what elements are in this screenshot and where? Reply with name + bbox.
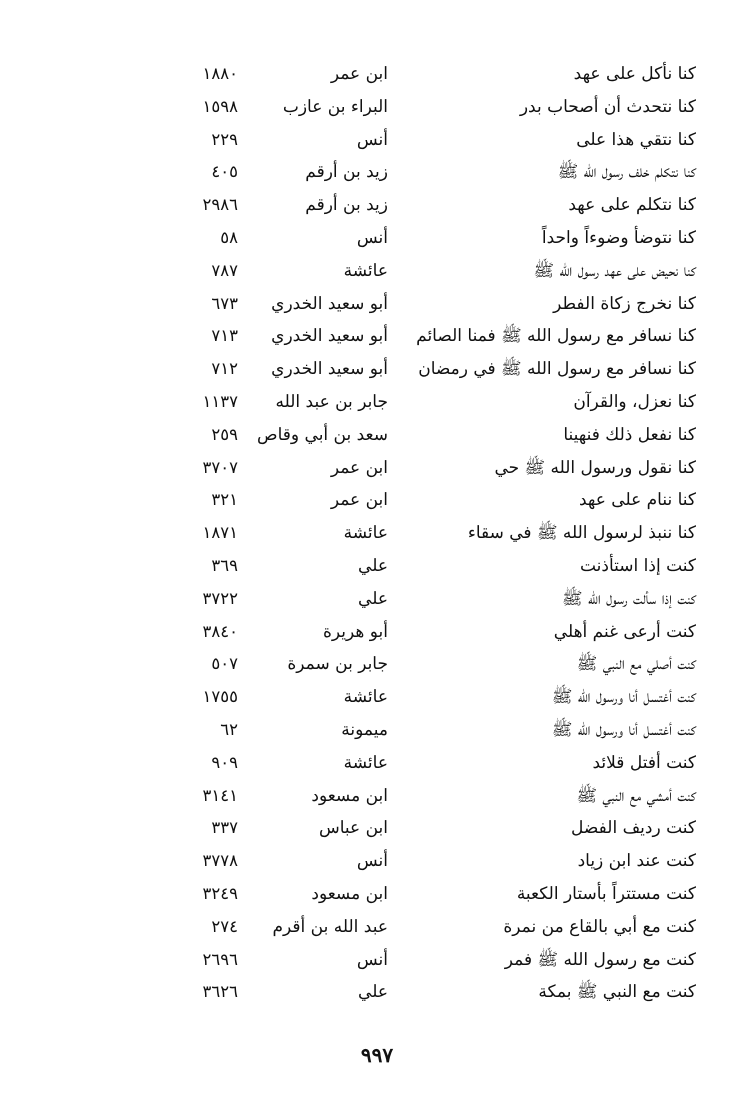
hadith-number: ٢٩٨٦ [202,195,238,215]
narrator-name: البراء بن عازب [282,96,388,117]
narrator-name: أنس [356,227,388,248]
narrator-name: ابن عمر [330,64,388,84]
hadith-number: ٧١٣ [211,326,238,346]
hadith-number: ٢٧٤ [211,916,238,936]
hadith-opening-text: كنا ننام على عهد [578,490,696,511]
narrator-name: عائشة [343,687,388,708]
hadith-number: ٧١٢ [211,359,238,379]
hadith-opening-text: كنا نفعل ذلك فنهينا [563,424,696,445]
index-row [0,845,754,878]
index-row [0,353,754,386]
index-row [0,419,754,452]
narrator-name: جابر بن عبد الله [275,391,388,412]
hadith-opening-text: كنا نتوضأ وضوءاً واحداً [541,227,696,248]
index-row [0,812,754,845]
hadith-number: ٦٢ [220,719,238,739]
hadith-opening-text: كنت مع النبي ﷺ بمكة [538,982,696,1003]
narrator-name: زيد بن أرقم [305,195,388,216]
index-row [0,517,754,550]
narrator-name: ميمونة [341,719,388,740]
index-row [0,484,754,517]
narrator-name: زيد بن أرقم [305,162,388,183]
narrator-name: عائشة [343,752,388,773]
hadith-opening-text: كنت أمشي مع النبي ﷺ [576,785,696,806]
hadith-number: ١١٣٧ [202,391,238,411]
hadith-opening-text: كنت مع أبي بالقاع من نمرة [503,916,696,937]
index-row [0,747,754,780]
narrator-name: أنس [356,949,388,970]
hadith-number: ٣٨٤٠ [202,621,238,641]
narrator-name: ابن مسعود [311,785,388,806]
index-row [0,156,754,189]
hadith-opening-text: كنت إذا سألت رسول الله ﷺ [562,588,696,609]
hadith-number: ٢٦٩٦ [202,949,238,969]
narrator-name: جابر بن سمرة [287,654,388,675]
index-row [0,222,754,255]
hadith-number: ٦٧٣ [211,293,238,313]
hadith-opening-text: كنا نتحدث أن أصحاب بدر [519,96,696,117]
hadith-opening-text: كنا نخرج زكاة الفطر [553,293,696,314]
hadith-opening-text: كنا نعزل، والقرآن [573,391,696,412]
index-row [0,911,754,944]
narrator-name: أبو سعيد الخدري [271,326,388,347]
index-row [0,714,754,747]
hadith-number: ٣٢١ [211,490,238,510]
index-row [0,681,754,714]
hadith-number: ١٨٨٠ [202,64,238,83]
hadith-number: ٢٢٩ [211,129,238,149]
hadith-number: ٢٥٩ [211,424,238,444]
hadith-index-table [0,58,754,1009]
hadith-opening-text: كنا نسافر مع رسول الله ﷺ فمنا الصائم [416,326,696,347]
narrator-name: عائشة [343,523,388,544]
hadith-opening-text: كنا نتقي هذا على [576,129,696,150]
narrator-name: أنس [356,851,388,872]
hadith-opening-text: كنا نقول ورسول الله ﷺ حي [494,457,696,478]
narrator-name: ابن مسعود [311,883,388,904]
narrator-name: علي [358,555,388,576]
hadith-opening-text: كنت أغتسل أنا ورسول الله ﷺ [551,719,696,740]
hadith-number: ٩٠٩ [211,752,238,772]
hadith-opening-text: كنت أصلي مع النبي ﷺ [576,654,696,675]
narrator-name: عائشة [343,260,388,281]
narrator-name: أبو سعيد الخدري [271,293,388,314]
hadith-opening-text: كنا نسافر مع رسول الله ﷺ في رمضان [418,359,696,380]
hadith-opening-text: كنت عند ابن زياد [577,851,696,872]
hadith-opening-text: كنت مع رسول الله ﷺ فمر [504,949,696,970]
hadith-number: ٥٠٧ [211,654,238,674]
hadith-number: ٣٦٩ [211,555,238,575]
index-row [0,616,754,649]
index-row [0,944,754,977]
index-row [0,91,754,124]
hadith-number: ٣٦٢٦ [202,982,238,1002]
index-row [0,189,754,222]
index-row [0,583,754,616]
hadith-opening-text: كنت أغتسل أنا ورسول الله ﷺ [551,687,696,708]
hadith-number: ٥٨ [220,227,238,247]
index-row [0,320,754,353]
narrator-name: علي [358,982,388,1003]
index-row [0,550,754,583]
index-row [0,976,754,1009]
hadith-opening-text: كنت رديف الفضل [571,818,696,839]
hadith-number: ١٨٧١ [202,523,238,543]
hadith-opening-text: كنا نتكلم على عهد [568,195,696,216]
narrator-name: أبو سعيد الخدري [271,359,388,380]
hadith-number: ٤٠٥ [211,162,238,182]
hadith-number: ٣٢٤٩ [202,883,238,903]
index-row [0,386,754,419]
narrator-name: أبو هريرة [322,621,388,642]
hadith-number: ٣٧٧٨ [202,851,238,871]
index-row [0,780,754,813]
index-row [0,124,754,157]
index-row [0,648,754,681]
hadith-number: ٣٧٠٧ [202,457,238,477]
index-row [0,452,754,485]
page-number: ٩٩٧ [360,1043,394,1067]
narrator-name: سعد بن أبي وقاص [257,424,388,445]
hadith-number: ١٧٥٥ [202,687,238,707]
narrator-name: ابن عمر [330,490,388,511]
narrator-name: ابن عباس [318,818,388,839]
index-row [0,255,754,288]
hadith-opening-text: كنا نأكل على عهد [573,64,696,84]
hadith-opening-text: كنت أفتل قلائد [592,752,696,773]
narrator-name: ابن عمر [330,457,388,478]
narrator-name: علي [358,588,388,609]
index-row [0,878,754,911]
narrator-name: أنس [356,129,388,150]
hadith-opening-text: كنت إذا استأذنت [579,555,696,576]
hadith-opening-text: كنت أرعى غنم أهلي [553,621,696,642]
hadith-number: ٣١٤١ [202,785,238,805]
hadith-opening-text: كنا نحيض على عهد رسول الله ﷺ [533,260,696,281]
narrator-name: عبد الله بن أقرم [272,916,388,937]
index-row [0,288,754,321]
hadith-opening-text: كنا ننبذ لرسول الله ﷺ في سقاء [467,523,696,544]
hadith-number: ٣٧٢٢ [202,588,238,608]
hadith-opening-text: كنت مستتراً بأستار الكعبة [516,883,696,904]
hadith-opening-text: كنا نتكلم خلف رسول الله ﷺ [557,162,696,183]
hadith-number: ١٥٩٨ [202,96,238,116]
hadith-number: ٣٣٧ [211,818,238,838]
hadith-number: ٧٨٧ [211,260,238,280]
index-row [0,58,754,91]
